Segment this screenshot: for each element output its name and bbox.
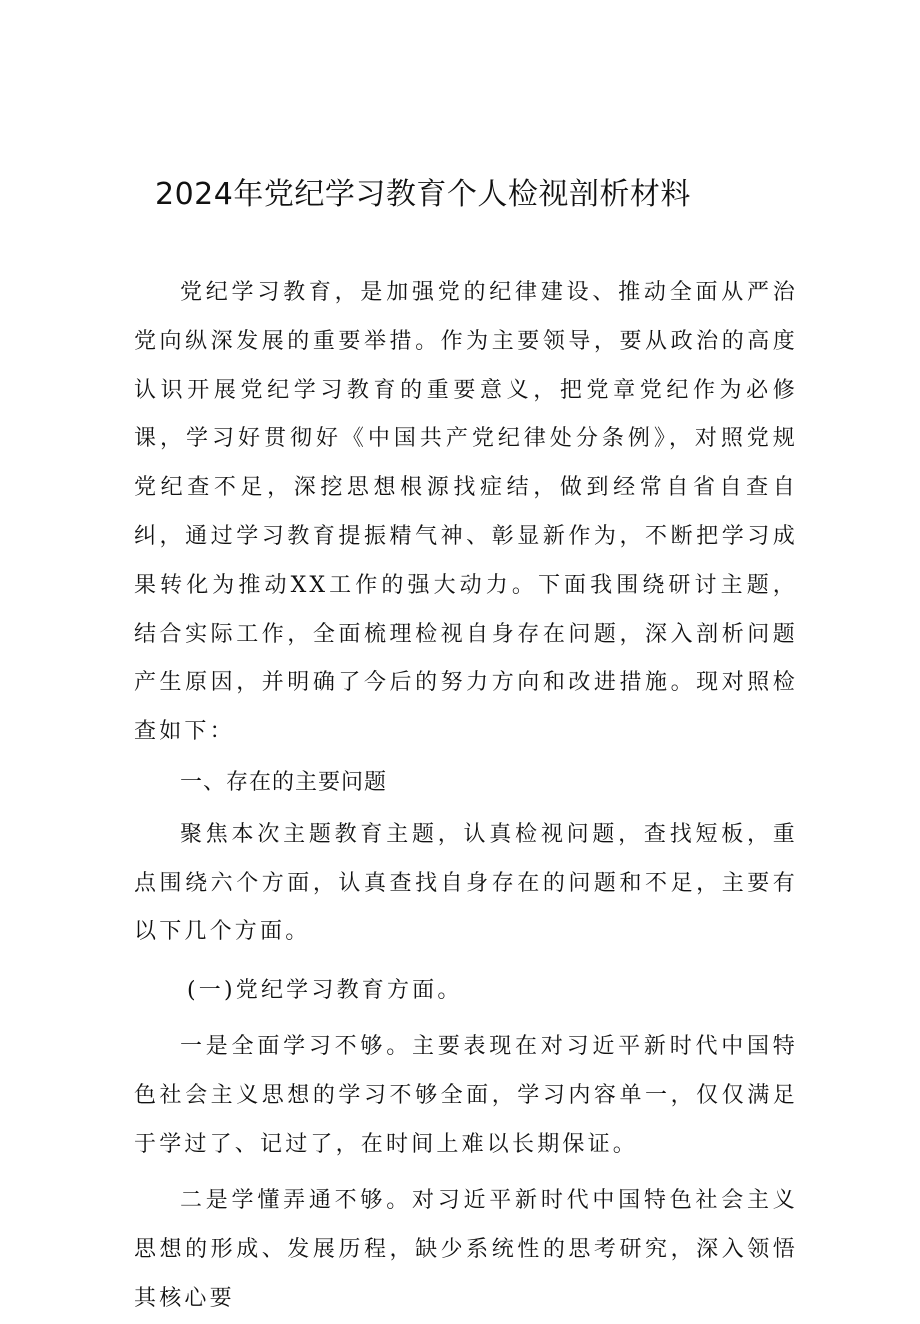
intro-paragraph: 党纪学习教育，是加强党的纪律建设、推动全面从严治党向纵深发展的重要举措。作为主要领导，要从政治的高度认识开展党纪学习教育的重要意义，把党章党纪作为必修课，学习好贯彻好《中国共产党纪律处分条例》，对照党规党纪查不足，深挖思想根源找症结，做到经常自省自查自纠，通过学习教育提振精气神、彰显新作为，不断把学习成果转化为推动XX工作的强大动力。下面我围绕研讨主题，结合实际工作，全面梳理检视自身存在问题，深入剖析问题产生原因，并明确了今后的努力方向和改进措施。现对照检查如下： (134, 280, 798, 745)
point-two-paragraph: 二是学懂弄通不够。对习近平新时代中国特色社会主义思想的形成、发展历程，缺少系统性的思考研究，深入领悟其核心要 (134, 1188, 798, 1311)
subsection-heading: (一)党纪学习教育方面。 (187, 978, 463, 1004)
document-title: 2024年党纪学习教育个人检视剖析材料 (155, 177, 691, 212)
document-body (134, 269, 798, 1324)
section-intro-paragraph: 聚焦本次主题教育主题，认真检视问题，查找短板，重点围绕六个方面，认真查找自身存在的问题和不足，主要有以下几个方面。 (134, 821, 798, 945)
point-one-paragraph: 一是全面学习不够。主要表现在对习近平新时代中国特色社会主义思想的学习不够全面，学习内容单一，仅仅满足于学过了、记过了，在时间上难以长期保证。 (134, 1033, 798, 1157)
section-heading: 一、存在的主要问题 (180, 769, 388, 795)
